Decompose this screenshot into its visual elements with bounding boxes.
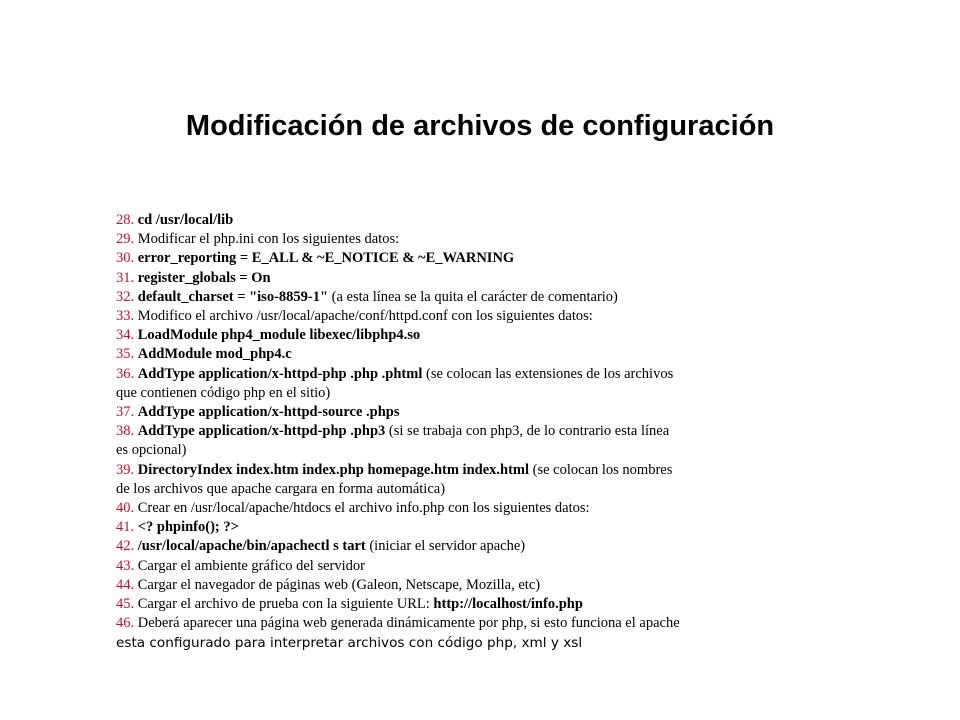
step-text: (se colocan las extensiones de los archivos <box>422 365 674 382</box>
step-text: LoadModule php4_module libexec/libphp4.so <box>137 327 421 344</box>
step-number: 32. <box>116 288 135 305</box>
step-text: (a esta línea se la quita el carácter de comentario) <box>328 288 618 305</box>
step-text: Cargar el archivo de prueba con la siguiente URL: <box>137 596 434 613</box>
step-35 <box>116 345 756 364</box>
step-text: register_globals = On <box>137 269 271 286</box>
step-37 <box>116 403 756 422</box>
trailing-line: esta configurado para interpretar archivos con código php, xml y xsl <box>116 635 583 651</box>
step-text: AddModule mod_php4.c <box>137 346 292 363</box>
step-continuation: de los archivos que apache cargara en forma automática) <box>116 480 446 497</box>
step-28 <box>116 211 756 230</box>
step-44 <box>116 576 756 595</box>
step-30 <box>116 249 756 268</box>
step-number: 42. <box>116 538 135 555</box>
step-33 <box>116 307 756 326</box>
step-42 <box>116 537 756 556</box>
step-text-bold: DirectoryIndex index.htm index.php homepage.htm index.html <box>137 461 530 478</box>
step-text: <? phpinfo(); ?> <box>137 519 239 536</box>
step-number: 30. <box>116 250 135 267</box>
step-number: 40. <box>116 500 135 517</box>
step-text: error_reporting = E_ALL & ~E_NOTICE & ~E_WARNING <box>137 250 515 267</box>
step-text-bold: AddType application/x-httpd-php .php3 <box>137 423 386 440</box>
step-43 <box>116 557 756 576</box>
step-continuation: es opcional) <box>116 442 187 459</box>
step-45 <box>116 595 756 614</box>
step-number: 34. <box>116 327 135 344</box>
step-46 <box>116 614 756 633</box>
step-text: AddType application/x-httpd-source .phps <box>137 404 400 421</box>
step-36 <box>116 365 756 403</box>
step-number: 37. <box>116 404 135 421</box>
step-29 <box>116 230 756 249</box>
step-number: 39. <box>116 461 135 478</box>
step-number: 33. <box>116 308 135 325</box>
step-text: Cargar el ambiente gráfico del servidor <box>137 557 365 574</box>
step-number: 41. <box>116 519 135 536</box>
step-number: 31. <box>116 269 135 286</box>
step-41 <box>116 518 756 537</box>
step-text-bold: default_charset = "iso-8859-1" <box>137 288 329 305</box>
step-text: Deberá aparecer una página web generada dinámicamente por php, si esto funciona el apache <box>137 615 680 632</box>
slide-title: Modificación de archivos de configuración <box>185 110 775 142</box>
step-38 <box>116 422 756 460</box>
step-number: 46. <box>116 615 135 632</box>
step-number: 38. <box>116 423 135 440</box>
step-39 <box>116 461 756 499</box>
step-text: (si se trabaja con php3, de lo contrario esta línea <box>385 423 670 440</box>
step-text: Modificar el php.ini con los siguientes datos: <box>137 231 400 248</box>
step-34 <box>116 326 756 345</box>
step-text: (se colocan los nombres <box>529 461 673 478</box>
step-number: 44. <box>116 576 135 593</box>
step-text-bold: AddType application/x-httpd-php .php .phtml <box>137 365 423 382</box>
step-text-bold: /usr/local/apache/bin/apachectl s tart <box>137 538 366 555</box>
step-number: 28. <box>116 212 135 228</box>
step-continuation: que contienen código php en el sitio) <box>116 384 331 401</box>
step-text: cd /usr/local/lib <box>137 212 234 228</box>
step-text: (iniciar el servidor apache) <box>365 538 526 555</box>
step-number: 36. <box>116 365 135 382</box>
step-text: Crear en /usr/local/apache/htdocs el archivo info.php con los siguientes datos: <box>137 500 590 517</box>
steps-list <box>116 211 756 633</box>
step-number: 35. <box>116 346 135 363</box>
step-text: Cargar el navegador de páginas web (Galeon, Netscape, Mozilla, etc) <box>137 576 541 593</box>
step-text: Modifico el archivo /usr/local/apache/conf/httpd.conf con los siguientes datos: <box>137 308 593 325</box>
step-number: 45. <box>116 596 135 613</box>
step-number: 43. <box>116 557 135 574</box>
step-32 <box>116 288 756 307</box>
step-url: http://localhost/info.php <box>433 596 583 613</box>
step-number: 29. <box>116 231 135 248</box>
step-31 <box>116 269 756 288</box>
step-40 <box>116 499 756 518</box>
